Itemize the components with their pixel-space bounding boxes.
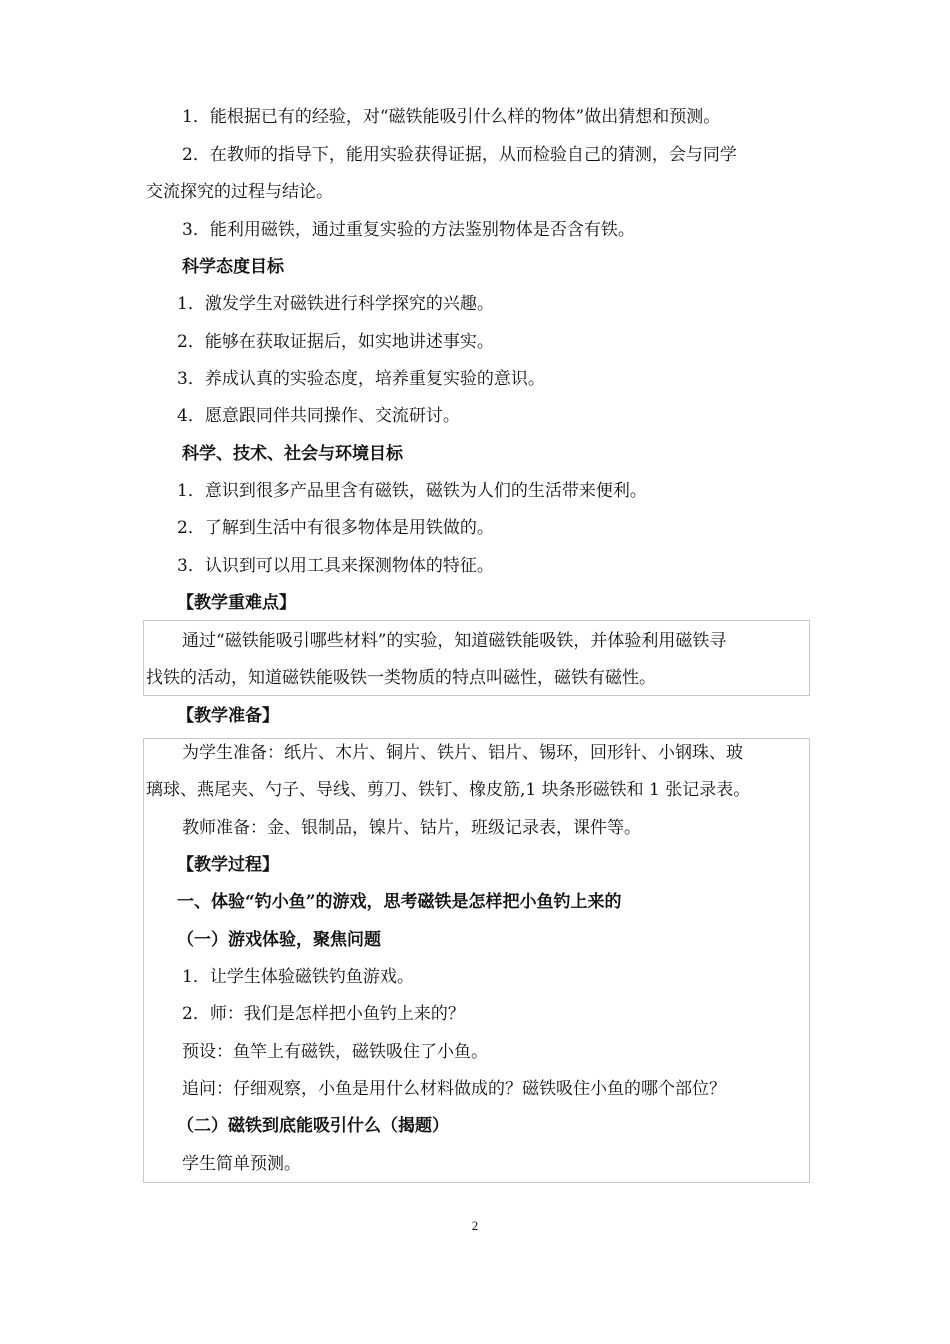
process-line: 2．师：我们是怎样把小鱼钓上来的？	[182, 1004, 465, 1024]
preparation-line: 璃球、燕尾夹、勺子、导线、剪刀、铁钉、橡皮筋,1 块条形磁铁和 1 张记录表。	[146, 780, 751, 800]
process-line: 1．让学生体验磁铁钓鱼游戏。	[182, 967, 414, 987]
attitude-item: 1．激发学生对磁铁进行科学探究的兴趣。	[177, 294, 494, 314]
goal-item: 2．在教师的指导下，能用实验获得证据，从而检验自己的猜测，会与同学	[182, 145, 737, 165]
stse-item: 3．认识到可以用工具来探测物体的特征。	[177, 556, 494, 576]
attitude-heading: 科学态度目标	[182, 257, 284, 277]
stse-heading: 科学、技术、社会与环境目标	[182, 444, 403, 464]
key-points-heading: 【教学重难点】	[177, 593, 296, 613]
process-line: 学生简单预测。	[182, 1154, 301, 1174]
process-heading: 【教学过程】	[177, 855, 279, 875]
stse-item: 2．了解到生活中有很多物体是用铁做的。	[177, 518, 494, 538]
preparation-heading: 【教学准备】	[177, 706, 279, 726]
subsection-heading: （一）游戏体验，聚焦问题	[177, 930, 381, 950]
key-points-line: 找铁的活动，知道磁铁能吸铁一类物质的特点叫磁性，磁铁有磁性。	[146, 668, 656, 688]
preparation-line: 为学生准备：纸片、木片、铜片、铁片、铝片、锡环，回形针、小钢珠、玻	[182, 743, 743, 763]
preparation-line: 教师准备：金、银制品，镍片、钴片，班级记录表，课件等。	[182, 818, 641, 838]
goal-item: 3．能利用磁铁，通过重复实验的方法鉴别物体是否含有铁。	[182, 220, 635, 240]
attitude-item: 2．能够在获取证据后，如实地讲述事实。	[177, 332, 494, 352]
process-line: 追问：仔细观察，小鱼是用什么材料做成的？磁铁吸住小鱼的哪个部位？	[182, 1079, 726, 1099]
section-heading: 一、体验“钓小鱼”的游戏，思考磁铁是怎样把小鱼钓上来的	[177, 892, 622, 912]
goal-item-cont: 交流探究的过程与结论。	[146, 182, 333, 202]
attitude-item: 3．养成认真的实验态度，培养重复实验的意识。	[177, 369, 545, 389]
process-line: 预设：鱼竿上有磁铁，磁铁吸住了小鱼。	[182, 1042, 488, 1062]
attitude-item: 4．愿意跟同伴共同操作、交流研讨。	[177, 406, 460, 426]
page-number: 2	[471, 1218, 479, 1233]
stse-item: 1．意识到很多产品里含有磁铁，磁铁为人们的生活带来便利。	[177, 481, 647, 501]
key-points-line: 通过“磁铁能吸引哪些材料”的实验，知道磁铁能吸铁，并体验利用磁铁寻	[182, 631, 727, 651]
subsection-heading: （二）磁铁到底能吸引什么（揭题）	[177, 1116, 449, 1136]
goal-item: 1．能根据已有的经验，对“磁铁能吸引什么样的物体”做出猜想和预测。	[182, 107, 721, 127]
